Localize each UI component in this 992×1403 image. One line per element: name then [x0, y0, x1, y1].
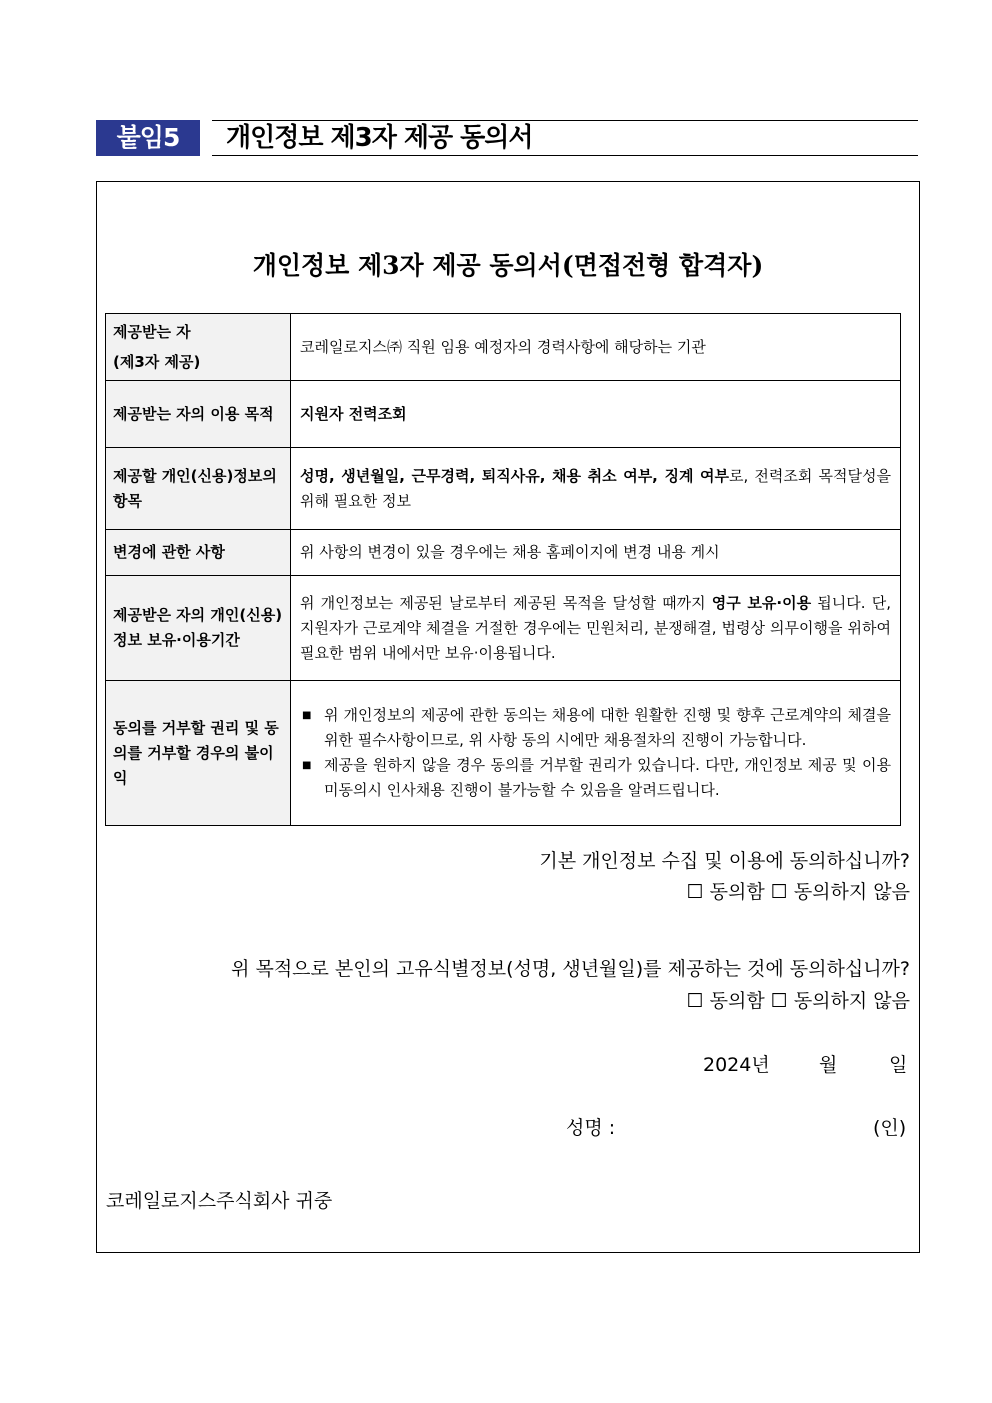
consent-options-1 — [687, 877, 910, 904]
row-label: 제공할 개인(신용)정보의 항목 — [106, 448, 291, 530]
attachment-tag: 붙임5 — [96, 120, 200, 156]
consent-question-1: 기본 개인정보 수집 및 이용에 동의하십니까? — [539, 850, 910, 872]
row-label: 제공받는 자 (제3자 제공) — [106, 314, 291, 381]
table-row — [106, 530, 901, 576]
attachment-header — [96, 120, 918, 156]
date-year: 2024년 — [703, 1054, 770, 1076]
row-content: 코레일로지스㈜ 직원 임용 예정자의 경력사항에 해당하는 기관 — [291, 314, 901, 381]
attachment-title: 개인정보 제3자 제공 동의서 — [226, 123, 533, 153]
signature-name-label: 성명 : — [566, 1117, 616, 1139]
date-month: 월 — [819, 1054, 838, 1076]
recipient: 코레일로지스주식회사 귀중 — [106, 1190, 333, 1212]
consent-info-table — [105, 313, 901, 826]
agree-checkbox-1[interactable]: ☐ 동의함 — [686, 881, 765, 903]
row-content: 위 개인정보는 제공된 날로부터 제공된 목적을 달성할 때까지 영구 보유·이용 됩니다. 단, 지원자가 근로계약 체결을 거절한 경우에는 민원처리, 분쟁해결, 법령상 의무이행을 위하여 필요한 범위 내에서만 보유·이용됩니다. — [291, 576, 901, 681]
date-day: 일 — [889, 1054, 908, 1076]
row-content: 성명, 생년월일, 근무경력, 퇴직사유, 채용 취소 여부, 징계 여부로, 전력조회 목적달성을 위해 필요한 정보 — [291, 448, 901, 530]
seal-mark: (인) — [873, 1117, 907, 1139]
table-row — [106, 314, 901, 381]
bullet-item: ■ 제공을 원하지 않을 경우 동의를 거부할 권리가 있습니다. 다만, 개인정보 제공 및 이용 미동의시 인사채용 진행이 불가능할 수 있음을 알려드립니다. — [300, 753, 891, 803]
bullet-item: ■ 위 개인정보의 제공에 관한 동의는 채용에 대한 원활한 진행 및 향후 근로계약의 체결을 위한 필수사항이므로, 위 사항 동의 시에만 채용절차의 진행이 가능합니다. — [300, 703, 891, 753]
row-content — [291, 681, 901, 826]
disagree-checkbox-1[interactable]: ☐ 동의하지 않음 — [770, 881, 910, 903]
consent-options-2 — [687, 986, 910, 1013]
row-label: 제공받는 자의 이용 목적 — [106, 381, 291, 448]
document-title: 개인정보 제3자 제공 동의서(면접전형 합격자) — [252, 251, 764, 280]
row-label: 동의를 거부할 권리 및 동의를 거부할 경우의 불이익 — [106, 681, 291, 826]
signature-name-field[interactable] — [635, 1108, 860, 1140]
table-row — [106, 576, 901, 681]
disagree-checkbox-2[interactable]: ☐ 동의하지 않음 — [770, 990, 910, 1012]
table-row — [106, 448, 901, 530]
header-rule-bottom — [212, 155, 918, 156]
row-content: 위 사항의 변경이 있을 경우에는 채용 홈페이지에 변경 내용 게시 — [291, 530, 901, 576]
table-row — [106, 381, 901, 448]
row-label: 제공받은 자의 개인(신용)정보 보유·이용기간 — [106, 576, 291, 681]
row-label: 변경에 관한 사항 — [106, 530, 291, 576]
consent-question-2: 위 목적으로 본인의 고유식별정보(성명, 생년월일)를 제공하는 것에 동의하십니까? — [231, 958, 910, 980]
agree-checkbox-2[interactable]: ☐ 동의함 — [686, 990, 765, 1012]
row-content: 지원자 전력조회 — [291, 381, 901, 448]
table-row — [106, 681, 901, 826]
